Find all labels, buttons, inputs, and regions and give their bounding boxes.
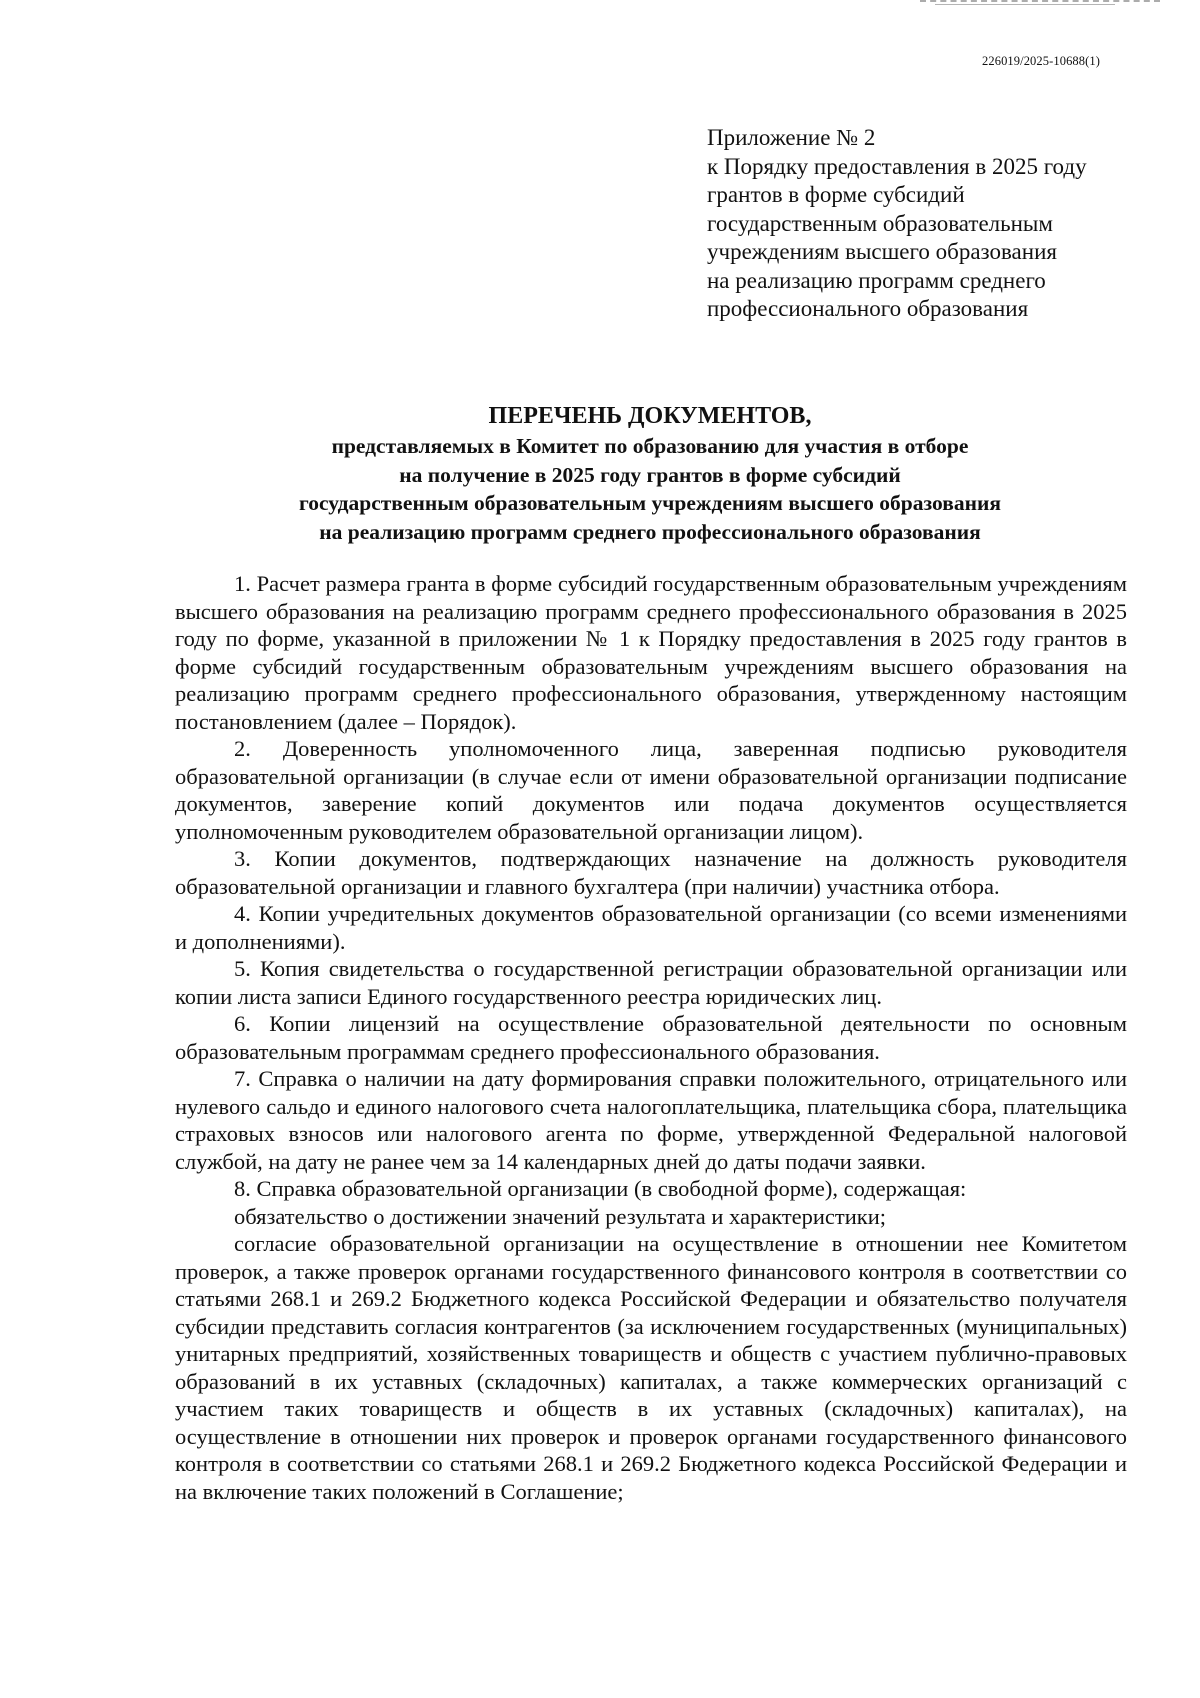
- body-paragraph: 4. Копии учредительных документов образовательной организации (со всеми изменениями и дополнениями).: [175, 901, 1127, 954]
- appendix-line: государственным образовательным: [707, 210, 1053, 236]
- body-paragraph: 7. Справка о наличии на дату формирования справки положительного, отрицательного или нулевого сальдо и единого налогового счета налогоплательщика, плательщика сбора, плательщика страховых взносов или налогового агента по форме, утвержденной Федеральной налоговой службой, на дату не ранее чем за 14 календарных дней до даты подачи заявки.: [175, 1066, 1127, 1174]
- document-body: [175, 570, 1127, 1505]
- appendix-header: [707, 124, 1147, 324]
- body-paragraph: обязательство о достижении значений результата и характеристики;: [234, 1203, 887, 1229]
- scan-artifact: [935, 4, 1115, 7]
- body-paragraph: 8. Справка образовательной организации (в свободной форме), содержащая:: [234, 1176, 967, 1201]
- appendix-line: к Порядку предоставления в 2025 году: [707, 153, 1087, 179]
- document-number: 226019/2025-10688(1): [982, 54, 1100, 68]
- document-title: [175, 400, 1125, 546]
- body-paragraph: 2. Доверенность уполномоченного лица, заверенная подписью руководителя образовательной организации (в случае если от имени образовательной организации подписание документов, заверение копий документов или подача документов осуществляется уполномоченным руководителем образовательной организации лицом).: [175, 736, 1127, 844]
- title-line: представляемых в Комитет по образованию для участия в отборе: [331, 434, 969, 458]
- appendix-line: грантов в форме субсидий: [707, 182, 965, 207]
- title-line: на получение в 2025 году грантов в форме субсидий: [399, 462, 901, 487]
- body-paragraph: согласие образовательной организации на осуществление в отношении нее Комитетом проверок, а также проверок органами государственного финансового контроля в соответствии со статьями 268.1 и 269.2 Бюджетного кодекса Российской Федерации и обязательство получателя субсидии представить согласия контрагентов (за исключением государственных (муниципальных) унитарных предприятий, хозяйственных товариществ и обществ с участием публично-правовых образований в их уставных (складочных) капиталах, а также коммерческих организаций с участием таких товариществ и обществ в их уставных (складочных) капиталах), на осуществление в отношении них проверок и проверок органами государственного финансового контроля в соответствии со статьями 268.1 и 269.2 Бюджетного кодекса Российской Федерации и на включение таких положений в Соглашение;: [175, 1231, 1127, 1504]
- appendix-line: Приложение № 2: [707, 125, 876, 150]
- body-paragraph: 1. Расчет размера гранта в форме субсидий государственным образовательным учреждениям высшего образования на реализацию программ среднего профессионального образования в 2025 году по форме, указанной в приложении № 1 к Порядку предоставления в 2025 году грантов в форме субсидий государственным образовательным учреждениям высшего образования на реализацию программ среднего профессионального образования, утвержденному настоящим постановлением (далее – Порядок).: [175, 571, 1127, 734]
- appendix-line: профессионального образования: [707, 296, 1029, 321]
- title-main: ПЕРЕЧЕНЬ ДОКУМЕНТОВ,: [488, 403, 812, 429]
- body-paragraph: 5. Копия свидетельства о государственной регистрации образовательной организации или копии листа записи Единого государственного реестра юридических лиц.: [175, 956, 1127, 1009]
- appendix-line: на реализацию программ среднего: [707, 267, 1046, 293]
- title-line: на реализацию программ среднего профессионального образования: [319, 519, 981, 544]
- body-paragraph: 6. Копии лицензий на осуществление образовательной деятельности по основным образовательным программам среднего профессионального образования.: [175, 1011, 1127, 1064]
- title-line: государственным образовательным учреждениям высшего образования: [298, 491, 1002, 515]
- appendix-line: учреждениям высшего образования: [707, 239, 1057, 264]
- body-paragraph: 3. Копии документов, подтверждающих назначение на должность руководителя образовательной организации и главного бухгалтера (при наличии) участника отбора.: [175, 846, 1127, 899]
